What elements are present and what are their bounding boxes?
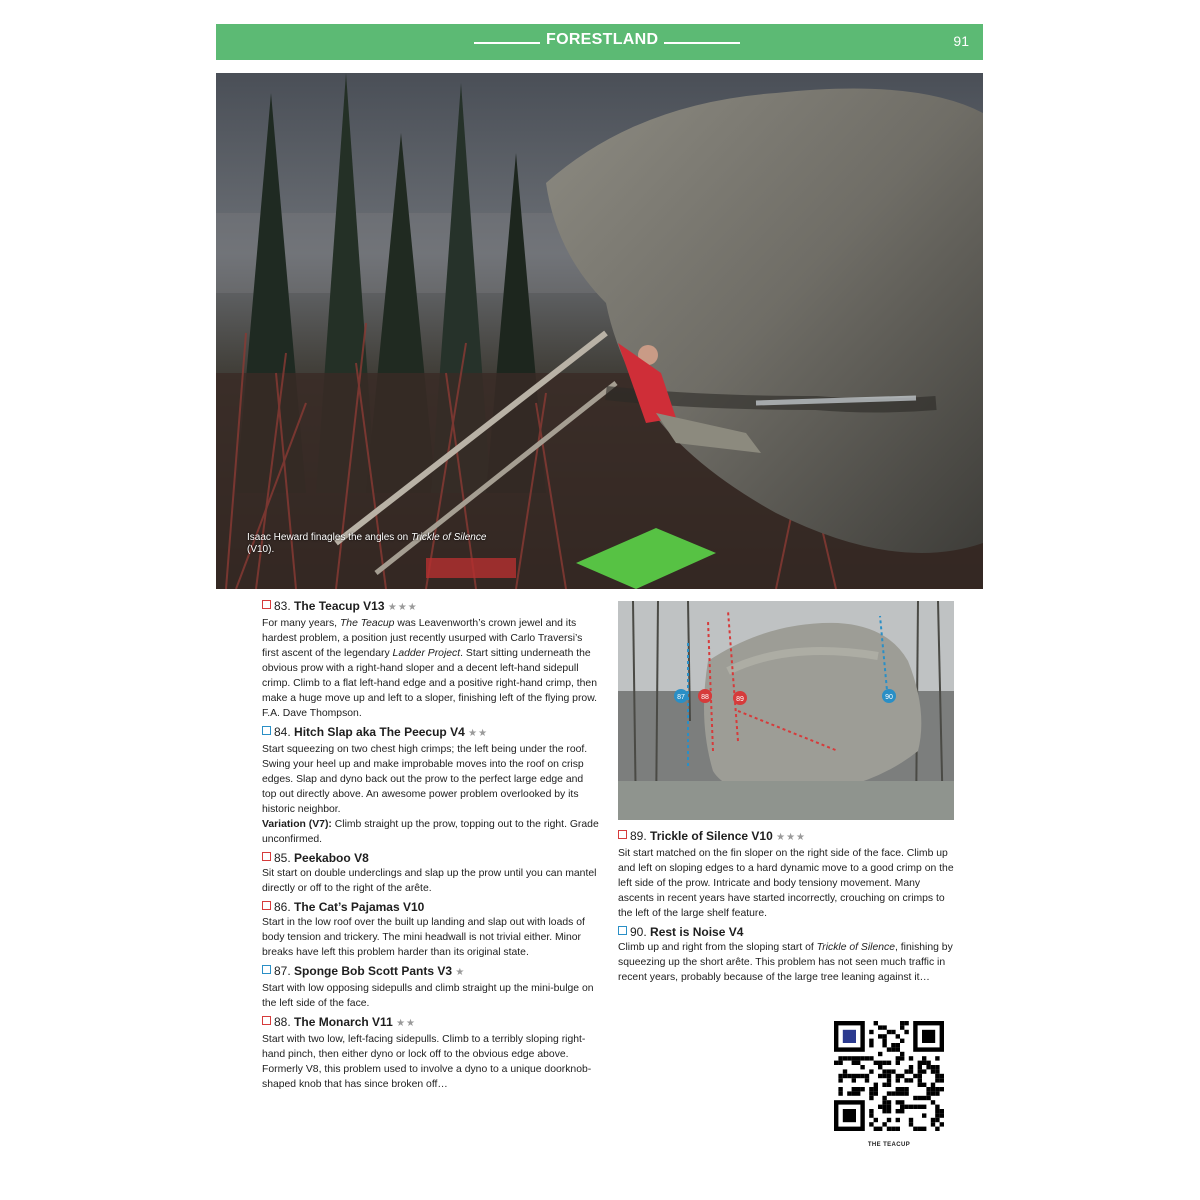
problem-grade: V8 (354, 851, 369, 865)
problem-number: 88. (274, 1015, 291, 1029)
description-segment: The Teacup (339, 618, 395, 629)
problem-name: Peekaboo (294, 851, 351, 865)
problem-entry (262, 963, 600, 1011)
problem-description (262, 915, 600, 960)
section-title: FORESTLAND (546, 31, 659, 48)
problem-number: 86. (274, 900, 291, 914)
problem-name: Rest is Noise (650, 925, 726, 939)
tick-box-icon (262, 852, 271, 861)
star-rating: ★★★ (387, 602, 418, 613)
problem-entry (262, 724, 600, 847)
description-segment: was Leavenworth’s crown jewel and its hardest problem, a position just recently usurped with Carlo Traversi’s first ascent of the legendary (262, 618, 583, 659)
page-number: 91 (953, 33, 969, 49)
problem-entry (618, 924, 956, 985)
problem-number: 89. (630, 829, 647, 843)
problem-description (262, 616, 600, 721)
section-header (216, 24, 983, 60)
problem-heading (262, 963, 600, 981)
caption-tail: (V10). (247, 544, 275, 555)
description-segment: , finishing by squeezing up the short arête. This problem has not seen much traffic in recent years, probably because of the large tree leaning against it… (618, 942, 953, 983)
problem-description (262, 1032, 600, 1092)
star-rating: ★★★ (776, 832, 807, 843)
description-segment: Sit start matched on the fin sloper on the right side of the face. Climb up and left on sloping edges to a hard dynamic move to a good crimp on the left side of the prow. Intricate and body tensiony movement. Many ascents in recent years have started incorrectly, crouching on crimps to the left of the large shelf feature. (618, 848, 954, 919)
problem-entry (262, 850, 600, 896)
problem-heading (262, 724, 600, 742)
tick-box-icon (618, 830, 627, 839)
problem-grade: V11 (372, 1015, 393, 1029)
topo-marker-89-label: 89 (736, 696, 744, 703)
description-segment: Start with low opposing sidepulls and climb straight up the mini-bulge on the left side of the face. (262, 983, 594, 1009)
description-segment: Start with two low, left-facing sidepulls. Climb to a terribly sloping right-hand pinch, then either dyno or lock off to the obvious edge above. Formerly V8, this problem used to involve a dyno to a unique doorknob-shaped knob that has since broken off… (262, 1034, 592, 1090)
description-segment: Start squeezing on two chest high crimps; the left being under the roof. Swing your heel up and make improbable moves into the roof on crisp edges. Slap and dyno back out the prow to the perfect large edge and top out directly above. An awesome power problem overlooked by its historic neighbor. (262, 744, 588, 815)
problem-grade: V10 (751, 829, 773, 843)
problem-name: Trickle of Silence (650, 829, 749, 843)
problem-description (262, 981, 600, 1011)
description-segment: Start in the low roof over the built up landing and slap out with loads of body tension and trickery. The mini headwall is not trivial either. Minor breaks have left this problem harder than its original state. (262, 917, 585, 958)
tick-box-icon (262, 901, 271, 910)
problem-name: Sponge Bob Scott Pants (294, 964, 435, 978)
problem-description (618, 940, 956, 985)
topo-marker-90-label: 90 (885, 694, 893, 701)
problem-number: 83. (274, 599, 291, 613)
problems-left-column (262, 598, 600, 1095)
problem-heading (262, 899, 600, 915)
problem-grade: V13 (363, 599, 385, 613)
problem-heading (618, 828, 956, 846)
variation-text: Climb straight up the prow, topping out to the right. Grade unconfirmed. (262, 819, 599, 845)
problem-number: 90. (630, 925, 647, 939)
problems-right-column (618, 828, 956, 988)
tick-box-icon (618, 926, 627, 935)
problem-heading (262, 1014, 600, 1032)
qr-code[interactable] (834, 1021, 944, 1131)
description-segment: . Start sitting underneath the obvious prow with a right-hand sloper and a decent left-hand sidepull crimp. Climb to a flat left-hand edge and a positive right-hand crimp, then make a huge move up and left to a sloper, finishing left of the flying prow. F.A. Dave Thompson. (262, 648, 598, 719)
problem-grade: V3 (437, 964, 453, 978)
header-rule-left (474, 42, 540, 44)
problem-name: The Monarch (294, 1015, 369, 1029)
header-rule-right (664, 42, 740, 44)
problem-name: The Teacup (294, 599, 360, 613)
tick-box-icon (262, 726, 271, 735)
star-rating: ★ (455, 967, 466, 978)
problem-grade: V4 (728, 925, 744, 939)
problem-heading (262, 850, 600, 866)
tick-box-icon (262, 600, 271, 609)
problem-heading (618, 924, 956, 940)
problem-number: 85. (274, 851, 291, 865)
description-segment: Trickle of Silence (816, 942, 896, 953)
description-segment: Sit start on double underclings and slap up the prow until you can mantel directly or off to the right of the arête. (262, 868, 597, 894)
problem-description (262, 866, 600, 896)
problem-number: 87. (274, 964, 291, 978)
topo-marker-88-label: 88 (701, 694, 709, 701)
problem-description (262, 742, 600, 817)
problem-heading (262, 598, 600, 616)
topo-photo (618, 601, 954, 820)
topo-marker-87-label: 87 (677, 694, 685, 701)
variation-label: Variation (V7): (262, 819, 332, 830)
problem-grade: V4 (450, 725, 465, 739)
main-photo (216, 73, 983, 589)
description-segment: Climb up and right from the sloping start of (618, 942, 817, 953)
description-segment: For many years, (262, 618, 340, 629)
problem-entry (618, 828, 956, 921)
problem-entry (262, 598, 600, 721)
description-segment: Ladder Project (392, 648, 461, 659)
variation-note (262, 817, 600, 847)
problem-name: The Cat’s Pajamas (294, 900, 400, 914)
problem-number: 84. (274, 725, 291, 739)
caption-italic: Trickle of Silence (411, 532, 487, 543)
problem-entry (262, 899, 600, 960)
photo-caption (247, 532, 497, 556)
star-rating: ★★ (468, 728, 489, 739)
problem-name: Hitch Slap aka The Peecup (294, 725, 447, 739)
problem-grade: V10 (402, 900, 425, 914)
problem-entry (262, 1014, 600, 1092)
caption-text: Isaac Heward finagles the angles on (247, 532, 411, 543)
problem-description (618, 846, 956, 921)
tick-box-icon (262, 965, 271, 974)
tick-box-icon (262, 1016, 271, 1025)
star-rating: ★★ (396, 1018, 417, 1029)
qr-label: THE TEACUP (867, 1142, 911, 1148)
